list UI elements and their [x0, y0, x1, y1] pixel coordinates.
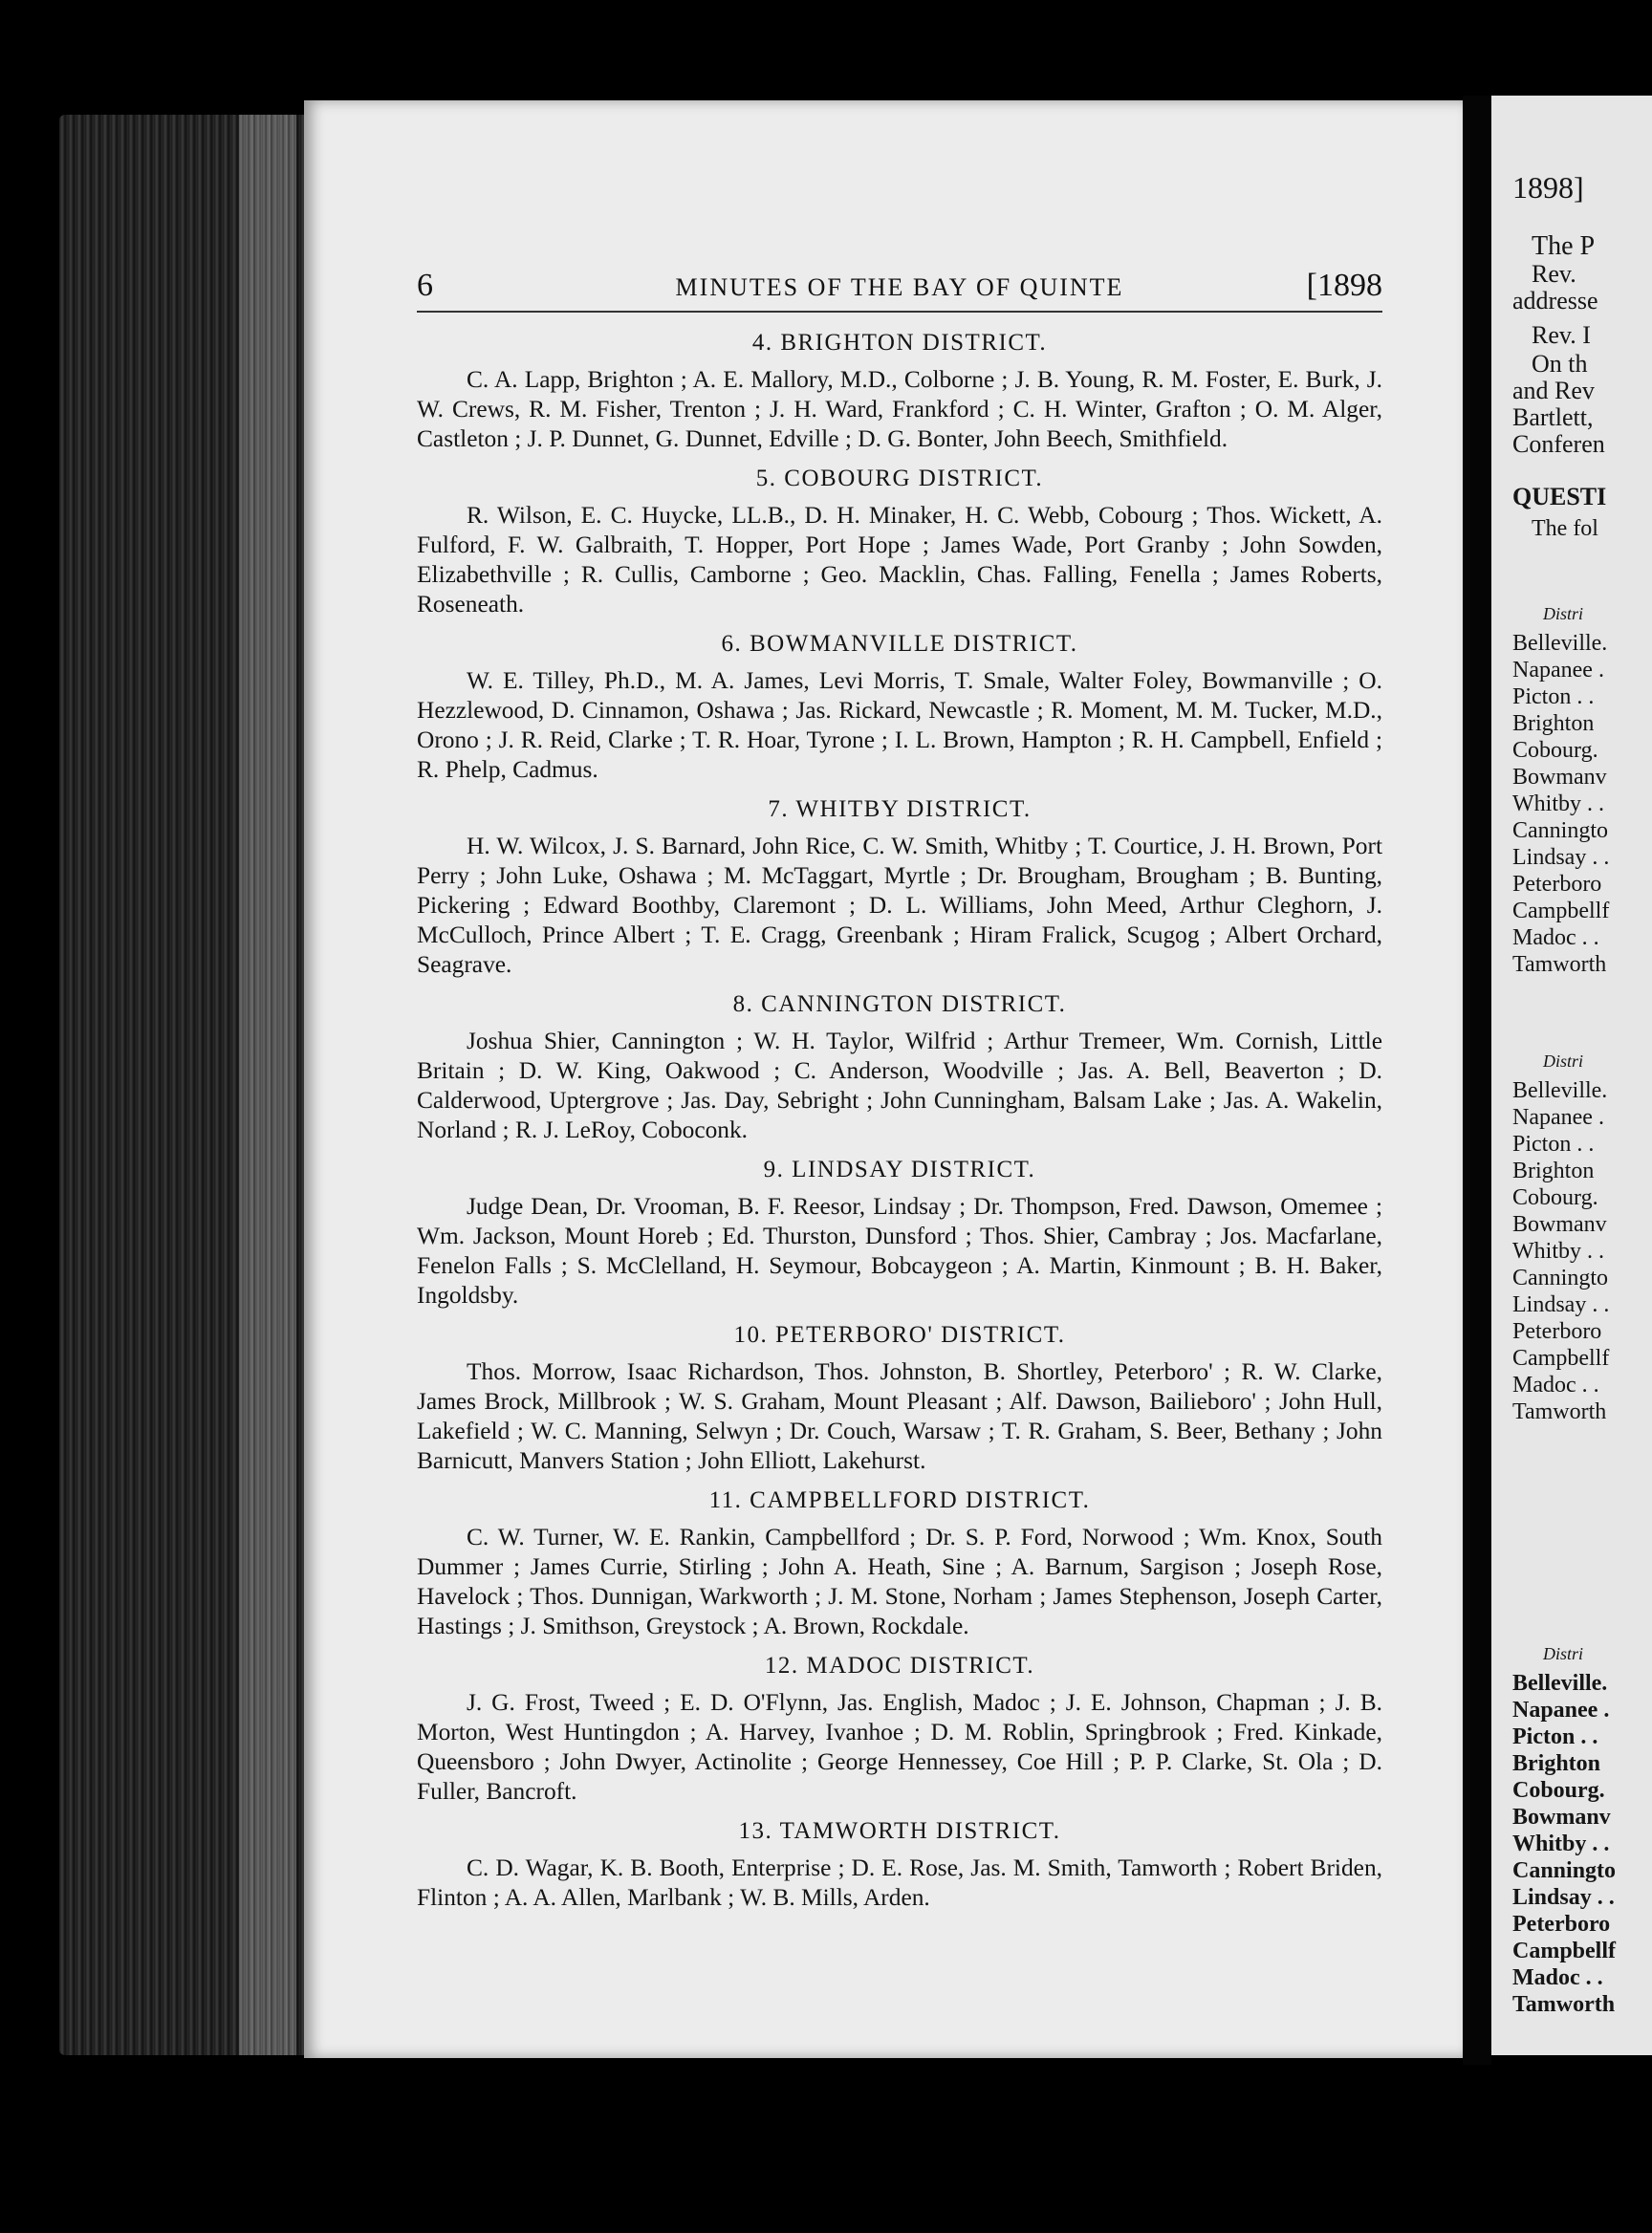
district-title: 4. BRIGHTON DISTRICT.	[751, 330, 1048, 356]
running-head	[417, 268, 1382, 310]
district-title: 12. MADOC DISTRICT.	[764, 1653, 1035, 1679]
district-members: C. W. Turner, W. E. Rankin, Campbellford ; Dr. S. P. Ford, Norwood ; Wm. Knox, South Dummer ; James Currie, Stirling ; John A. Heath, Sine ; A. Barnum, Sargison ; Joseph Rose, Havelock ; Thos. Dunnigan, Warkworth ; J. M. Stone, Norham ; James Stephenson, Joseph Carter, Hastings ; J. Smithson, Greystock ; A. Brown, Rockdale.	[417, 1524, 1382, 1639]
district-members: H. W. Wilcox, J. S. Barnard, John Rice, C. W. Smith, Whitby ; T. Courtice, J. H. Brown, Port Perry ; John Luke, Oshawa ; M. McTaggart, Myrtle ; Dr. Brougham, Brougham ; B. Bunting, Pickering ; Edward Boothby, Claremont ; D. L. Williams, John Meed, Arthur Cleghorn, J. McCulloch, Prince Albert ; T. E. Cragg, Greenbank ; Hiram Fralick, Scugog ; Albert Orchard, Seagrave.	[417, 833, 1382, 978]
facing-list-item: Cobourg.	[1512, 1185, 1598, 1210]
page-title: MINUTES OF THE BAY OF QUINTE	[675, 273, 1124, 301]
district-members: C. D. Wagar, K. B. Booth, Enterprise ; D. E. Rose, Jas. M. Smith, Tamworth ; Robert Briden, Flinton ; A. A. Allen, Marlbank ; W. B. Mills, Arden.	[417, 1854, 1382, 1911]
district-members: C. A. Lapp, Brighton ; A. E. Mallory, M.D., Colborne ; J. B. Young, R. M. Foster, E. Burk, J. W. Crews, R. M. Fisher, Trenton ; J. H. Ward, Frankford ; C. H. Winter, Grafton ; O. M. Alger, Castleton ; J. P. Dunnet, G. Dunnet, Edville ; D. G. Bonter, John Beech, Smithfield.	[417, 366, 1382, 452]
page-number: 6	[417, 268, 433, 303]
district-title: 10. PETERBORO' DISTRICT.	[733, 1322, 1066, 1348]
facing-list-item: Picton . .	[1512, 684, 1595, 709]
facing-list-item: Campbellf	[1512, 1939, 1616, 1963]
district-section	[417, 989, 1382, 1145]
district-members: Judge Dean, Dr. Vrooman, B. F. Reesor, Lindsay ; Dr. Thompson, Fred. Dawson, Omemee ; Wm. Jackson, Mount Horeb ; Ed. Thurston, Dunsford ; Thos. Shier, Cambray ; Jos. Macfarlane, Fenelon Falls ; S. McClelland, H. Seymour, Bobcaygeon ; A. Martin, Kinmount ; B. H. Baker, Ingoldsby.	[417, 1193, 1382, 1309]
district-section	[417, 1651, 1382, 1807]
district-section	[417, 464, 1382, 619]
facing-list-heading: Distri	[1543, 1644, 1584, 1663]
facing-list-item: Bowmanv	[1512, 1805, 1611, 1830]
district-section	[417, 794, 1382, 980]
facing-page-year: 1898]	[1512, 170, 1584, 205]
facing-list-item: Tamworth	[1512, 1399, 1607, 1424]
facing-list-item: Peterboro	[1512, 872, 1602, 897]
facing-list-item: Belleville.	[1512, 1671, 1608, 1696]
facing-list-item: Campbellf	[1512, 899, 1610, 923]
facing-list-item: Belleville.	[1512, 631, 1608, 656]
facing-list-item: Picton . .	[1512, 1132, 1595, 1157]
district-title: 8. CANNINGTON DISTRICT.	[732, 991, 1067, 1017]
district-title: 11. CAMPBELLFORD DISTRICT.	[708, 1487, 1091, 1513]
right-page-partial	[1491, 96, 1652, 2055]
facing-line: Conferen	[1512, 430, 1605, 458]
district-members: W. E. Tilley, Ph.D., M. A. James, Levi Morris, T. Smale, Walter Foley, Bowmanville ; O. Hezzlewood, D. Cinnamon, Oshawa ; Jas. Rickard, Newcastle ; R. Moment, M. M. Tucker, M.D., Orono ; J. R. Reid, Clarke ; T. R. Hoar, Tyrone ; I. L. Brown, Hampton ; R. H. Campbell, Enfield ; R. Phelp, Cadmus.	[417, 667, 1382, 783]
facing-list-item: Lindsay . .	[1512, 1292, 1610, 1317]
facing-list-item: Bowmanv	[1512, 765, 1607, 790]
district-title: 5. COBOURG DISTRICT.	[755, 466, 1044, 491]
facing-list-item: Peterboro	[1512, 1912, 1611, 1937]
facing-list-item: Tamworth	[1512, 952, 1607, 977]
district-list	[417, 328, 1382, 1922]
book-page-edges-highlight	[239, 115, 296, 2055]
facing-list-item: Canningto	[1512, 1266, 1608, 1290]
facing-list-item: Picton . .	[1512, 1724, 1598, 1749]
district-section	[417, 629, 1382, 785]
district-members: Thos. Morrow, Isaac Richardson, Thos. Johnston, B. Shortley, Peterboro' ; R. W. Clarke, James Brock, Millbrook ; W. S. Graham, Mount Pleasant ; Alf. Dawson, Bailieboro' ; John Hull, Lakefield ; W. C. Manning, Selwyn ; Dr. Couch, Warsaw ; T. R. Graham, S. Beer, Bethany ; John Barnicutt, Manvers Station ; John Elliott, Lakehurst.	[417, 1358, 1382, 1474]
district-members: R. Wilson, E. C. Huycke, LL.B., D. H. Minaker, H. C. Webb, Cobourg ; Thos. Wickett, A. Fulford, F. W. Galbraith, T. Hopper, Port Hope ; James Wade, Port Granby ; John Sowden, Elizabethville ; R. Cullis, Camborne ; Geo. Macklin, Chas. Falling, Fenella ; James Roberts, Roseneath.	[417, 502, 1382, 618]
facing-line: On th	[1532, 350, 1588, 378]
district-section	[417, 1320, 1382, 1476]
district-section	[417, 1155, 1382, 1311]
district-section	[417, 1485, 1382, 1641]
facing-line: The P	[1532, 231, 1596, 261]
facing-line: Bartlett,	[1512, 403, 1594, 431]
facing-list-item: Napanee .	[1512, 658, 1604, 683]
facing-list-item: Campbellf	[1512, 1346, 1610, 1371]
district-members: J. G. Frost, Tweed ; E. D. O'Flynn, Jas. English, Madoc ; J. E. Johnson, Chapman ; J. B. Morton, West Huntingdon ; A. Harvey, Ivanhoe ; D. M. Roblin, Springbrook ; Fred. Kinkade, Queensboro ; John Dwyer, Actinolite ; George Hennessey, Coe Hill ; P. P. Clarke, St. Ola ; D. Fuller, Bancroft.	[417, 1689, 1382, 1805]
district-title: 9. LINDSAY DISTRICT.	[763, 1157, 1036, 1182]
facing-list-item: Whitby . .	[1512, 1832, 1610, 1856]
facing-list-item: Whitby . .	[1512, 1239, 1604, 1264]
facing-list-item: Peterboro	[1512, 1319, 1602, 1344]
facing-line: addresse	[1512, 287, 1598, 314]
facing-list-item: Madoc . .	[1512, 1965, 1603, 1990]
facing-list-item: Brighton	[1512, 711, 1595, 736]
facing-list-item: Napanee .	[1512, 1698, 1610, 1723]
facing-list-item: Canningto	[1512, 1858, 1617, 1883]
book-gutter	[1463, 96, 1491, 2065]
facing-list-item: Lindsay . .	[1512, 1885, 1615, 1910]
facing-list-item: Brighton	[1512, 1159, 1595, 1183]
facing-line: Rev.	[1532, 260, 1576, 288]
header-rule	[417, 311, 1382, 313]
facing-question-sub: The fol	[1532, 516, 1598, 541]
page-year: [1898	[1306, 268, 1382, 303]
facing-list-item: Brighton	[1512, 1751, 1601, 1776]
facing-list-item: Napanee .	[1512, 1105, 1604, 1130]
facing-list-item: Lindsay . .	[1512, 845, 1610, 870]
district-members: Joshua Shier, Cannington ; W. H. Taylor, Wilfrid ; Arthur Tremeer, Wm. Cornish, Little Britain ; D. W. King, Oakwood ; C. Anderson, Woodville ; Jas. A. Bell, Beaverton ; D. Calderwood, Uptergrove ; Jas. Day, Sebright ; John Cunningham, Balsam Lake ; Jas. A. Wakelin, Norland ; R. J. LeRoy, Coboconk.	[417, 1028, 1382, 1143]
district-title: 7. WHITBY DISTRICT.	[768, 796, 1032, 822]
facing-line: and Rev	[1512, 377, 1595, 404]
district-title: 6. BOWMANVILLE DISTRICT.	[721, 631, 1078, 657]
facing-list-item: Canningto	[1512, 818, 1608, 843]
facing-list-item: Madoc . .	[1512, 1373, 1599, 1398]
facing-line: Rev. I	[1532, 321, 1591, 349]
district-title: 13. TAMWORTH DISTRICT.	[738, 1818, 1061, 1844]
facing-list-item: Bowmanv	[1512, 1212, 1607, 1237]
facing-list-item: Cobourg.	[1512, 1778, 1605, 1803]
facing-list-heading: Distri	[1543, 1051, 1584, 1071]
facing-list-heading: Distri	[1543, 604, 1584, 623]
left-page	[304, 100, 1463, 2058]
facing-list-item: Tamworth	[1512, 1992, 1616, 2017]
facing-list-item: Madoc . .	[1512, 925, 1599, 950]
facing-list-item: Whitby . .	[1512, 791, 1604, 816]
district-section	[417, 1816, 1382, 1913]
facing-list-item: Cobourg.	[1512, 738, 1598, 763]
facing-list-item: Belleville.	[1512, 1078, 1608, 1103]
facing-question-heading: QUESTI	[1512, 483, 1607, 510]
district-section	[417, 328, 1382, 454]
